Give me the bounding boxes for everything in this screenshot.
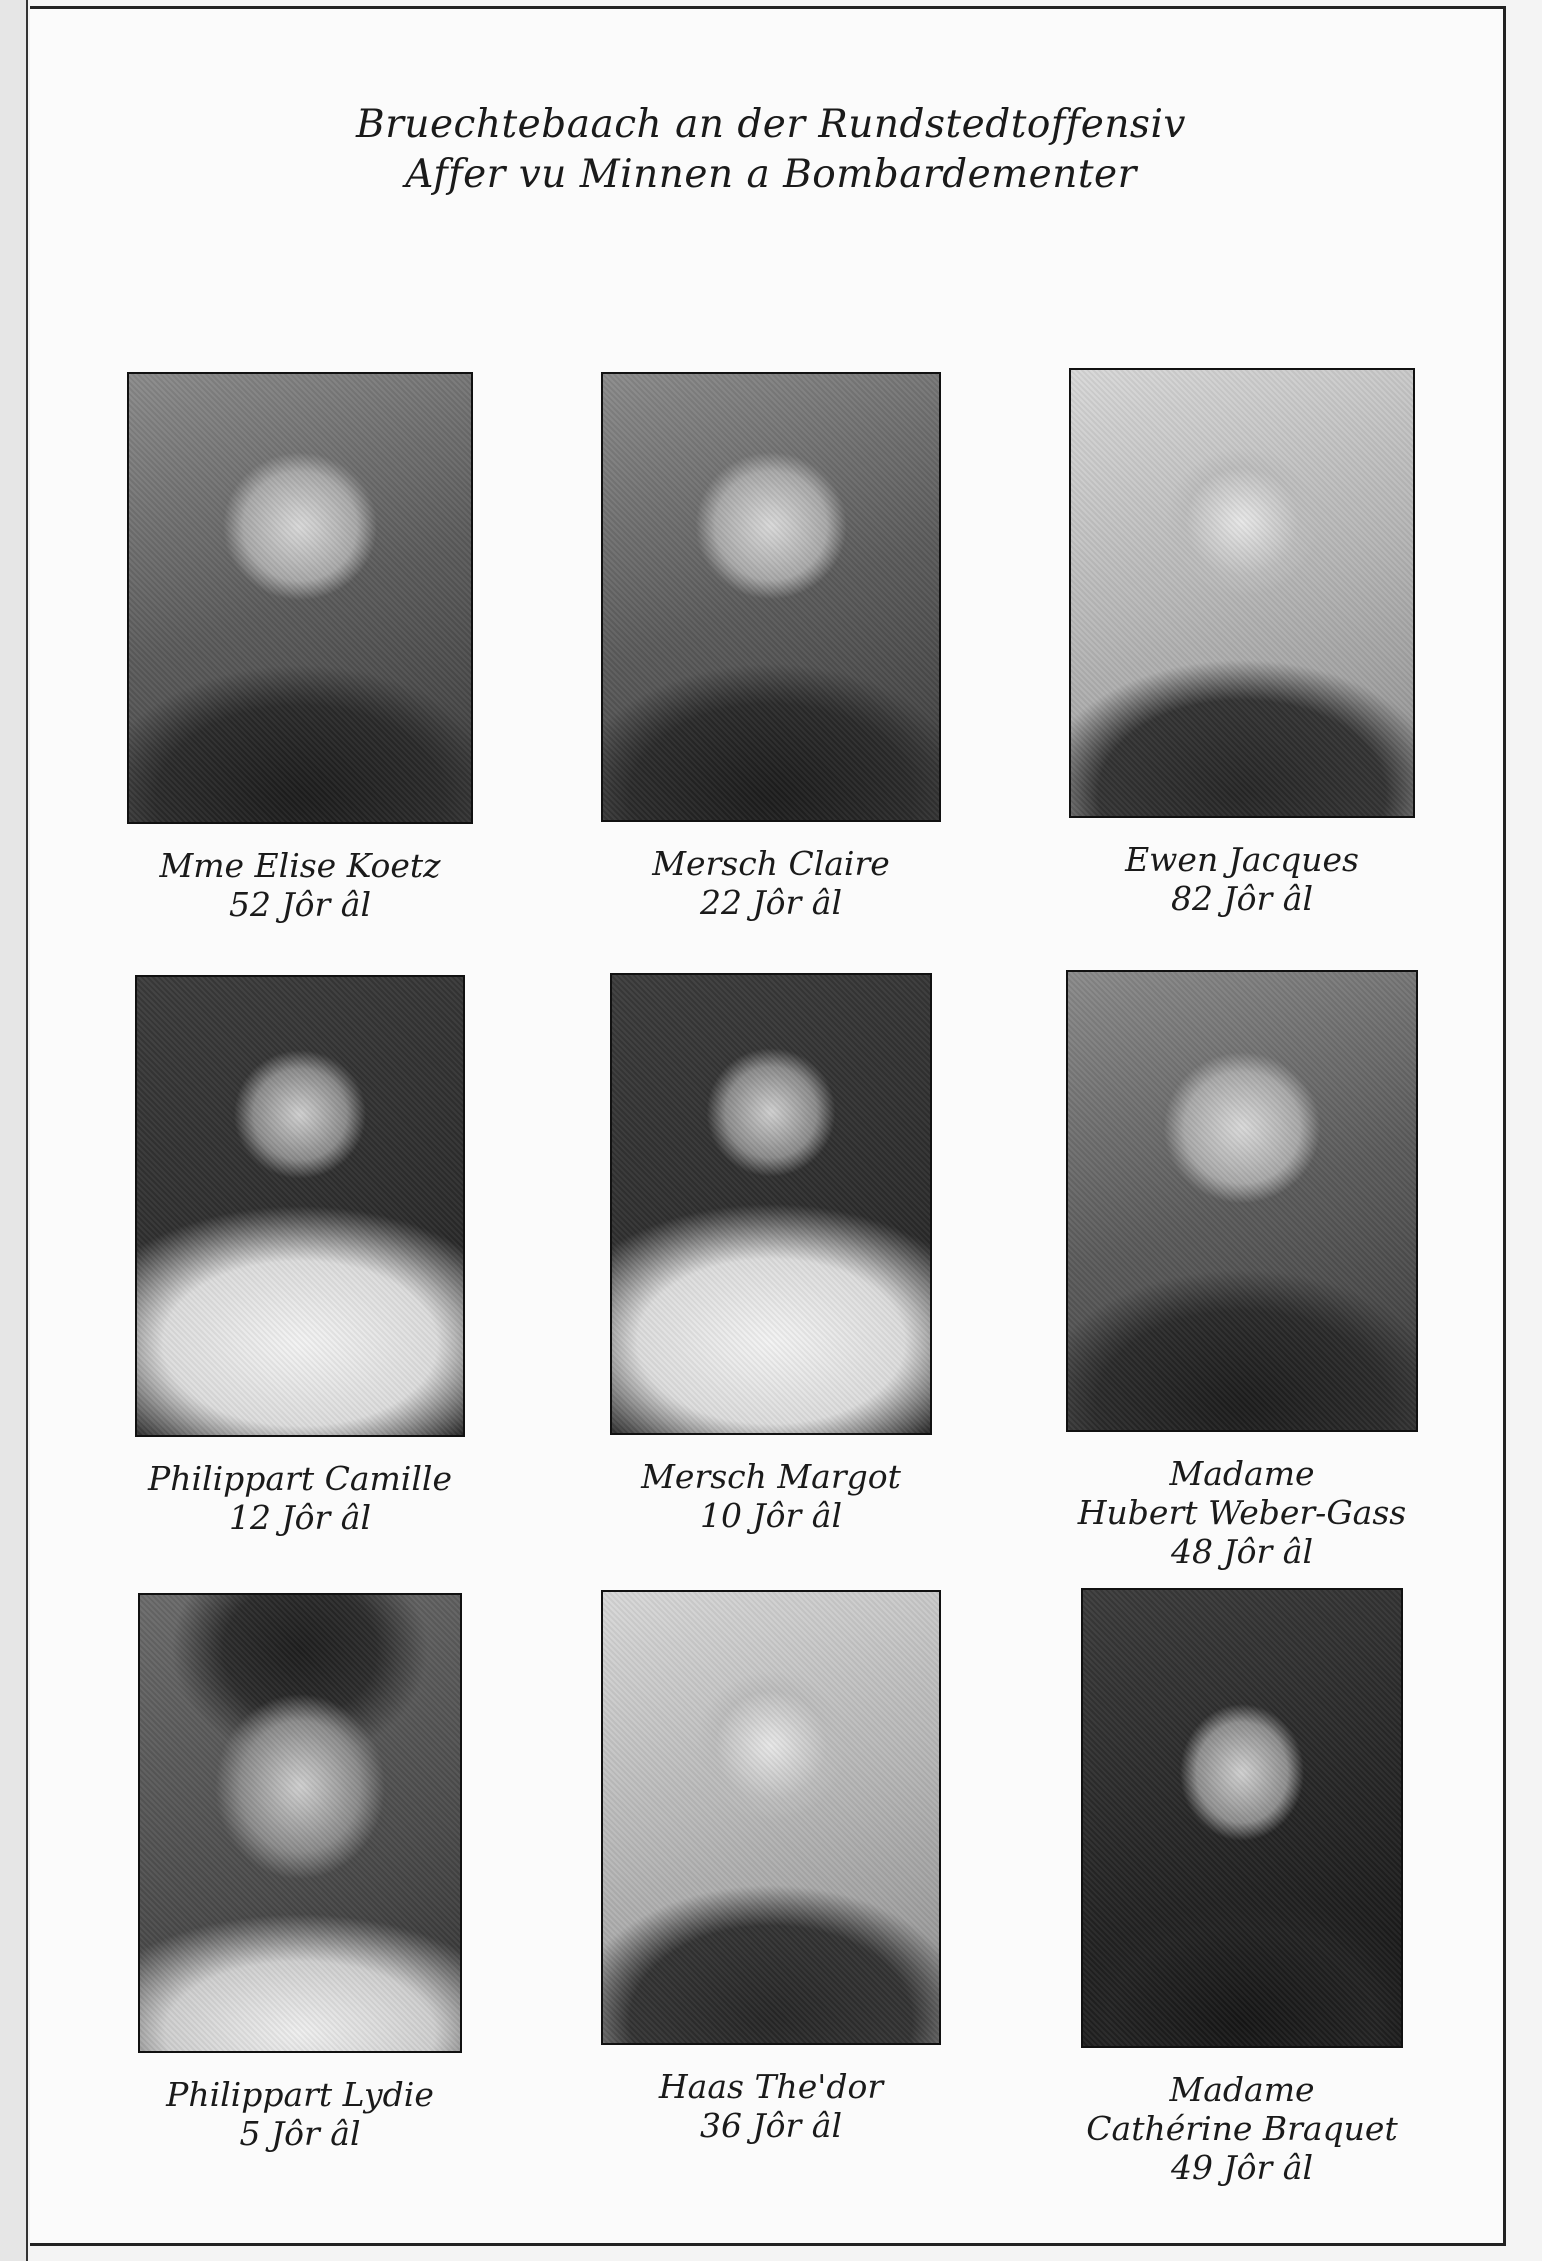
portrait-photo [138,1593,462,2053]
title-line-1: Bruechtebaach an der Rundstedtoffensiv [356,102,1186,147]
title-line-2: Affer vu Minnen a Bombardementer [405,152,1137,197]
victim-name: Philippart Lydie [166,2075,434,2114]
victim-age: 82 Jôr âl [1170,879,1314,918]
victim-name: Cathérine Braquet [1086,2109,1398,2148]
portrait-caption [541,2067,1001,2145]
victim-title: Madame [1169,1454,1315,1493]
victim-name: Mersch Claire [652,844,890,883]
portrait-photo [601,372,941,822]
portrait-photo [610,973,932,1435]
portrait-card [1012,368,1472,918]
portrait-card [1012,970,1472,1571]
victim-age: 10 Jôr âl [699,1496,843,1535]
victim-name: Ewen Jacques [1125,840,1359,879]
portrait-caption [1012,840,1472,918]
portrait-caption [70,1459,530,1537]
victim-name: Hubert Weber-Gass [1077,1493,1407,1532]
victim-name: Mme Elise Koetz [159,846,441,885]
portrait-photo [601,1590,941,2045]
portrait-photo [1069,368,1415,818]
victim-age: 48 Jôr âl [1170,1532,1314,1571]
portrait-card [1012,1588,1472,2187]
portrait-card [70,372,530,924]
portrait-card [541,1590,1001,2145]
portrait-card [70,1593,530,2153]
portrait-photo [135,975,465,1437]
victim-age: 49 Jôr âl [1170,2148,1314,2187]
portrait-card [70,975,530,1537]
page-title [0,100,1542,200]
victim-age: 36 Jôr âl [699,2106,843,2145]
victim-name: Philippart Camille [148,1459,452,1498]
portrait-photo [1066,970,1418,1432]
portrait-card [541,973,1001,1535]
victim-title: Madame [1169,2070,1315,2109]
victim-age: 12 Jôr âl [228,1498,372,1537]
portrait-caption [1012,1454,1472,1571]
portrait-caption [70,2075,530,2153]
victim-age: 5 Jôr âl [239,2114,361,2153]
portrait-caption [1012,2070,1472,2187]
victim-age: 22 Jôr âl [699,883,843,922]
portrait-caption [541,1457,1001,1535]
portrait-caption [541,844,1001,922]
victim-age: 52 Jôr âl [228,885,372,924]
portrait-caption [70,846,530,924]
portrait-photo [1081,1588,1403,2048]
victim-name: Haas The'dor [658,2067,884,2106]
portrait-card [541,372,1001,922]
page-binding-edge [0,0,28,2261]
victim-name: Mersch Margot [641,1457,901,1496]
portrait-photo [127,372,473,824]
